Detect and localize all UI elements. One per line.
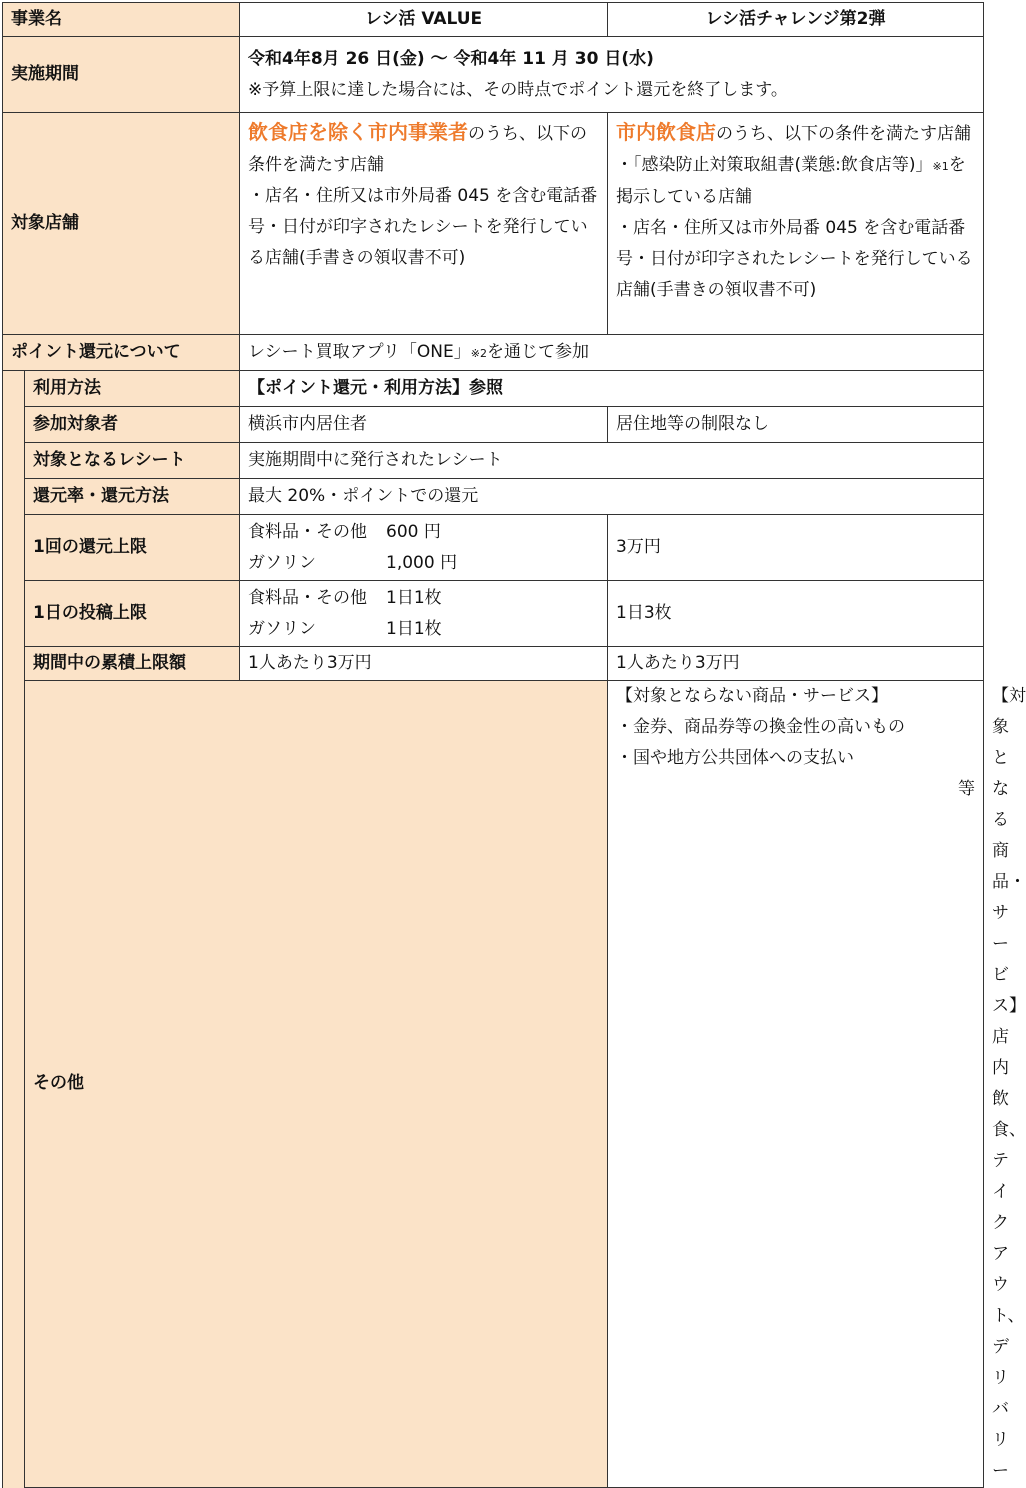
stores-col2-condition-1 bbox=[616, 150, 975, 213]
per-day-item-gasoline-amount: 1日1枚 bbox=[386, 618, 442, 639]
receipts-value: 実施期間中に発行されたレシート bbox=[240, 443, 984, 479]
stores-label: 対象店舗 bbox=[3, 113, 240, 335]
per-day-row bbox=[3, 581, 984, 647]
per-day-item-food-amount: 1日1枚 bbox=[386, 587, 442, 608]
receipts-label: 対象となるレシート bbox=[25, 443, 240, 479]
per-day-col1 bbox=[240, 581, 608, 647]
stores-col2-cond1-footnote: ※1 bbox=[932, 160, 949, 173]
header-label: 事業名 bbox=[3, 3, 240, 37]
per-time-item-food-amount: 600 円 bbox=[386, 521, 441, 542]
rate-value: 最大 20%・ポイントでの還元 bbox=[240, 479, 984, 515]
period-row bbox=[3, 37, 984, 113]
points-value-footnote: ※2 bbox=[470, 346, 487, 360]
cumulative-col2: 1人あたり3万円 bbox=[608, 647, 984, 681]
per-time-item-gasoline bbox=[248, 548, 599, 579]
rate-row bbox=[3, 479, 984, 515]
participants-row bbox=[3, 407, 984, 443]
usage-label: 利用方法 bbox=[25, 371, 240, 407]
per-time-label: 1回の還元上限 bbox=[25, 515, 240, 581]
cumulative-row bbox=[3, 647, 984, 681]
stores-col2 bbox=[608, 113, 984, 335]
other-col1 bbox=[608, 681, 984, 1488]
stores-col2-lead: のうち、以下の条件を満たす店舗 bbox=[716, 124, 971, 144]
stores-col1 bbox=[240, 113, 608, 335]
points-value-tail: を通じて参加 bbox=[486, 341, 589, 362]
other-col1-etc: 等 bbox=[958, 779, 975, 799]
cumulative-label: 期間中の累積上限額 bbox=[25, 647, 240, 681]
usage-value: 【ポイント還元・利用方法】参照 bbox=[240, 371, 984, 407]
period-label: 実施期間 bbox=[3, 37, 240, 113]
per-day-item-food bbox=[248, 583, 599, 614]
per-day-item-gasoline-label: ガソリン bbox=[248, 618, 316, 639]
per-day-label: 1日の投稿上限 bbox=[25, 581, 240, 647]
per-day-item-gasoline bbox=[248, 614, 599, 645]
indent-column bbox=[3, 371, 25, 1488]
per-time-item-gasoline-label: ガソリン bbox=[248, 552, 316, 573]
stores-col1-condition: ・店名・住所又は市外局番 045 を含む電話番号・日付が印字されたレシートを発行している店舗(手書きの領収書不可) bbox=[248, 186, 598, 268]
period-note: ※予算上限に達した場合には、その時点でポイント還元を終了します。 bbox=[248, 79, 788, 100]
period-dates: 令和4年8月 26 日(金) ～ 令和4年 11 月 30 日(水) bbox=[248, 48, 654, 69]
rate-label: 還元率・還元方法 bbox=[25, 479, 240, 515]
stores-col1-lead: のうち、以下の条件を満たす店舗 bbox=[248, 124, 587, 175]
other-col1-item-vouchers: ・金券、商品券等の換金性の高いもの bbox=[616, 717, 905, 737]
participants-col2: 居住地等の制限なし bbox=[608, 407, 984, 443]
per-time-row bbox=[3, 515, 984, 581]
per-time-item-gasoline-amount: 1,000 円 bbox=[386, 552, 458, 573]
campaign-table bbox=[2, 2, 1026, 1488]
period-value bbox=[240, 37, 984, 113]
per-time-col1 bbox=[240, 515, 608, 581]
per-time-item-food-label: 食料品・その他 bbox=[248, 521, 367, 542]
per-day-item-food-label: 食料品・その他 bbox=[248, 587, 367, 608]
cumulative-col1: 1人あたり3万円 bbox=[240, 647, 608, 681]
points-value bbox=[240, 335, 984, 371]
per-day-col2: 1日3枚 bbox=[608, 581, 984, 647]
other-row: その他 【対象とならない商品・サービス】 ・金券、商品券等の換金性の高いもの ・国や地方公共団体への支払い 等 【対象となる商品・サービス】 店内飲食、テイクアウト、デリバリー bbox=[3, 681, 984, 1488]
stores-col1-highlight: 飲食店を除く市内事業者 bbox=[248, 120, 468, 144]
other-col1-item-government: ・国や地方公共団体への支払い bbox=[616, 748, 854, 768]
header-col2: レシ活チャレンジ第2弾 bbox=[608, 3, 984, 37]
participants-col1: 横浜市内居住者 bbox=[240, 407, 608, 443]
usage-row bbox=[3, 371, 984, 407]
header-col1: レシ活 VALUE bbox=[240, 3, 608, 37]
header-row bbox=[3, 3, 984, 37]
points-value-text: レシート買取アプリ「ONE」 bbox=[248, 341, 471, 362]
points-label: ポイント還元について bbox=[3, 335, 240, 371]
stores-row bbox=[3, 113, 984, 335]
other-label: その他 bbox=[25, 681, 608, 1488]
stores-col2-cond1-tail: を掲示している店舗 bbox=[616, 155, 966, 207]
points-row bbox=[3, 335, 984, 371]
other-col1-heading: 【対象とならない商品・サービス】 bbox=[616, 686, 888, 706]
stores-col2-highlight: 市内飲食店 bbox=[616, 120, 716, 144]
receipts-row bbox=[3, 443, 984, 479]
stores-col2-condition-2: ・店名・住所又は市外局番 045 を含む電話番号・日付が印字されたレシートを発行している店舗(手書きの領収書不可) bbox=[616, 218, 973, 300]
per-time-col2: 3万円 bbox=[608, 515, 984, 581]
per-time-item-food bbox=[248, 517, 599, 548]
participants-label: 参加対象者 bbox=[25, 407, 240, 443]
stores-col2-cond1-text: ・「感染防止対策取組書(業態:飲食店等)」 bbox=[616, 155, 933, 175]
